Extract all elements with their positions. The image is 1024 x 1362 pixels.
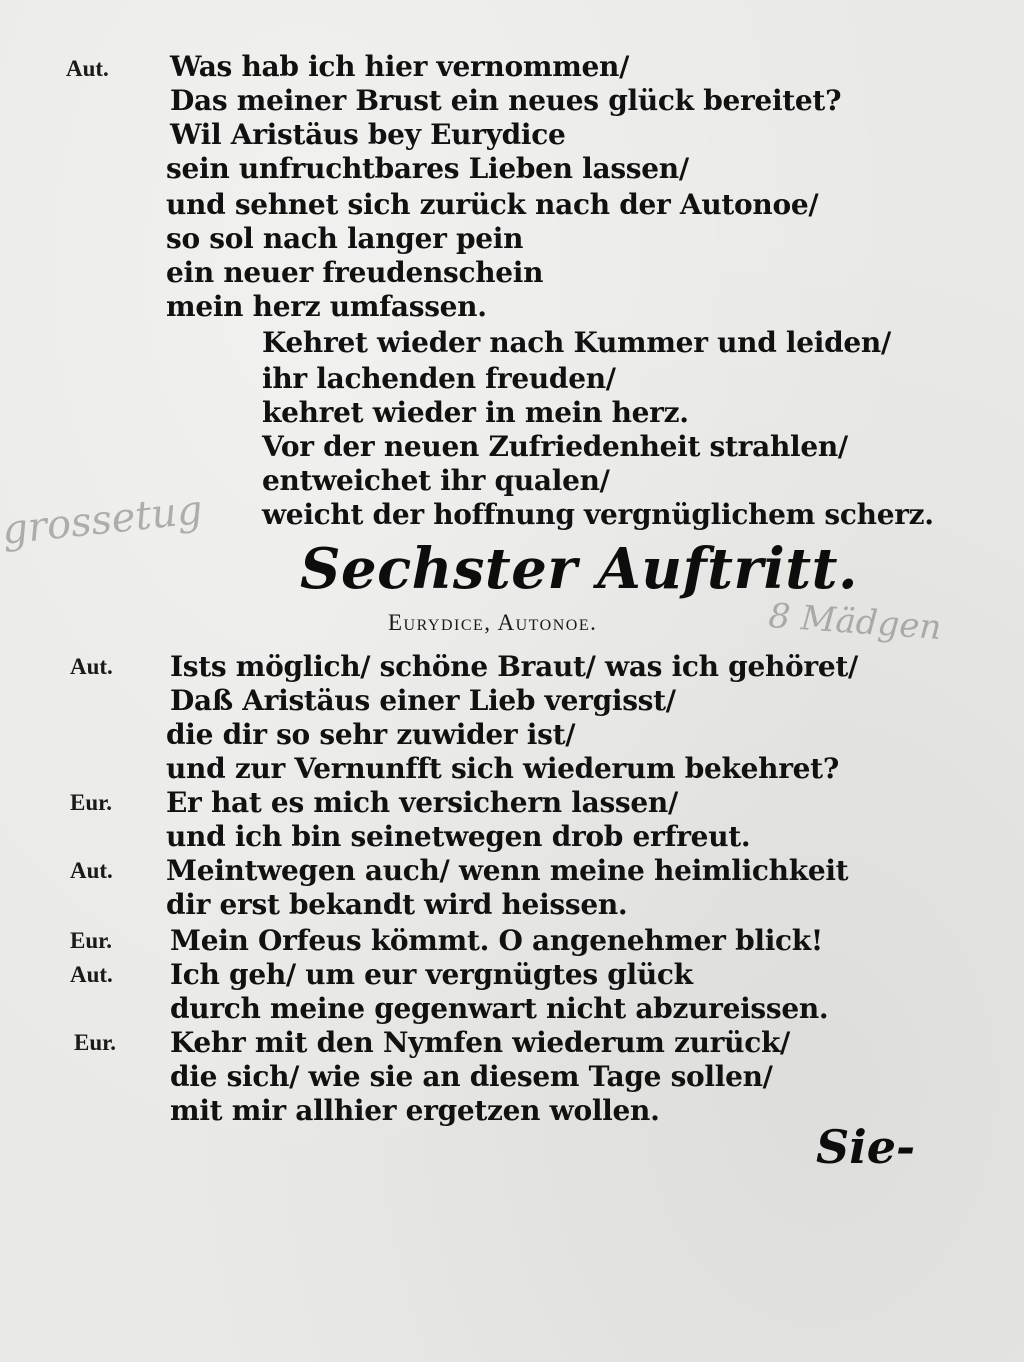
speaker-label: Aut. — [66, 56, 109, 81]
catchword: Sie- — [816, 1120, 916, 1174]
verse-line: Mein Orfeus kömmt. O angenehmer blick! — [170, 924, 823, 957]
verse-line: Das meiner Brust ein neues glück bereitet? — [170, 84, 842, 117]
verse-line: und zur Vernunfft sich wiederum bekehret? — [166, 752, 839, 785]
aria-line: ihr lachenden freuden/ — [262, 362, 616, 395]
verse-line: durch meine gegenwart nicht abzureissen. — [170, 992, 829, 1025]
margin-annotation: 8 Mädgen — [767, 596, 943, 648]
verse-line: Meintwegen auch/ wenn meine heimlichkeit — [166, 854, 849, 887]
aria-line: Vor der neuen Zufriedenheit strahlen/ — [262, 430, 848, 463]
speaker-label: Eur. — [70, 928, 112, 953]
verse-line: und ich bin seinetwegen drob erfreut. — [166, 820, 751, 853]
speaker-label: Aut. — [70, 654, 113, 679]
aria-line: Kehret wieder nach Kummer und leiden/ — [262, 326, 891, 359]
verse-line: die dir so sehr zuwider ist/ — [166, 718, 576, 751]
speaker-label: Eur. — [74, 1030, 116, 1055]
verse-line: Was hab ich hier vernommen/ — [170, 50, 630, 83]
verse-line: Kehr mit den Nymfen wiederum zurück/ — [170, 1026, 790, 1059]
speaker-label: Aut. — [70, 962, 113, 987]
aria-line: entweichet ihr qualen/ — [262, 464, 610, 497]
verse-line: sein unfruchtbares Lieben lassen/ — [166, 152, 689, 185]
verse-line: dir erst bekandt wird heissen. — [166, 888, 628, 921]
verse-line: mit mir allhier ergetzen wollen. — [170, 1094, 660, 1127]
verse-line: die sich/ wie sie an diesem Tage sollen/ — [170, 1060, 773, 1093]
speaker-label: Aut. — [70, 858, 113, 883]
speaker-label: Eur. — [70, 790, 112, 815]
verse-line: Daß Aristäus einer Lieb vergisst/ — [170, 684, 676, 717]
aria-line: weicht der hoffnung vergnüglichem scherz. — [262, 498, 934, 531]
margin-annotation: grossetug — [0, 486, 205, 554]
verse-line: Ists möglich/ schöne Braut/ was ich gehöret/ — [170, 650, 858, 683]
verse-line: Er hat es mich versichern lassen/ — [166, 786, 678, 819]
aria-line: kehret wieder in mein herz. — [262, 396, 689, 429]
verse-line: Wil Aristäus bey Eurydice — [170, 118, 566, 151]
verse-line: ein neuer freudenschein — [166, 256, 544, 289]
verse-line: und sehnet sich zurück nach der Autonoe/ — [166, 188, 819, 221]
scene-characters: Eurydice, Autonoe. — [388, 610, 598, 635]
verse-line: mein herz umfassen. — [166, 290, 487, 323]
scene-title: Sechster Auftritt. — [300, 536, 859, 602]
verse-line: Ich geh/ um eur vergnügtes glück — [170, 958, 693, 991]
verse-line: so sol nach langer pein — [166, 222, 524, 255]
